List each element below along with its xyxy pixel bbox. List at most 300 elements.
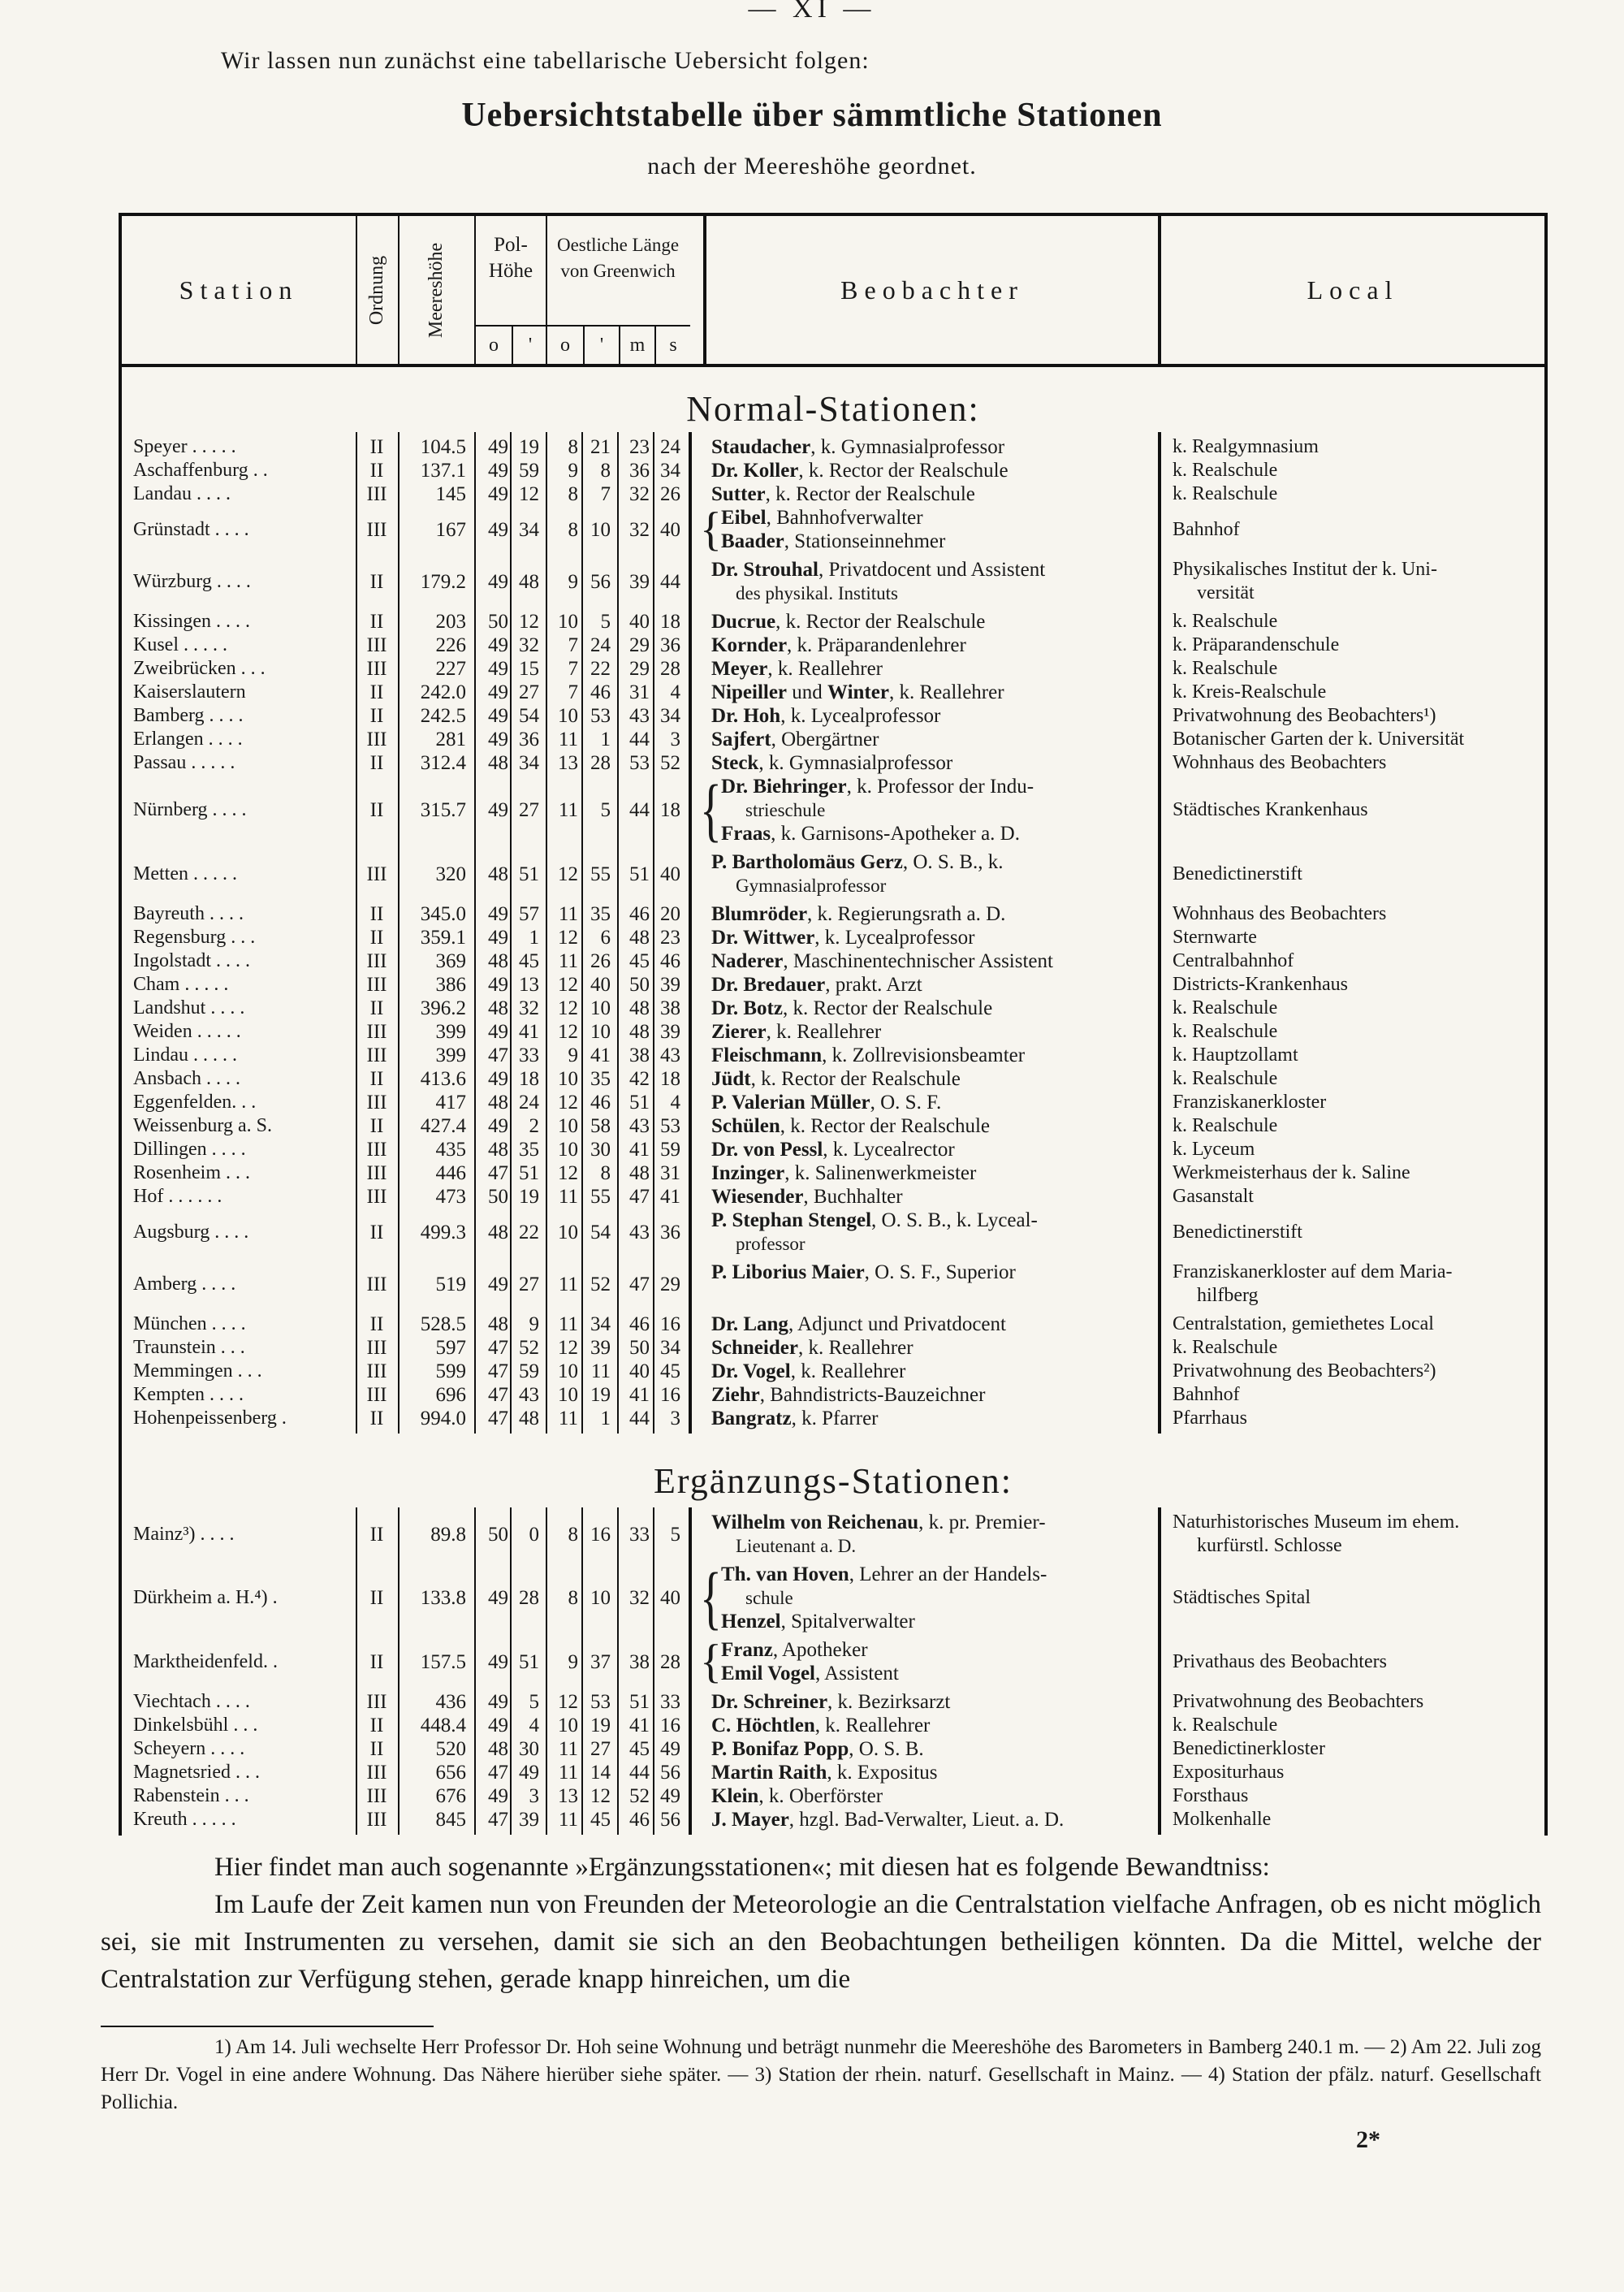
local-line: Forsthaus	[1173, 1785, 1249, 1806]
local-line: Städtisches Spital	[1173, 1587, 1311, 1608]
station-name: Weiden . . . . .	[133, 1021, 241, 1042]
local-cell	[1173, 1138, 1255, 1161]
table-row	[122, 1784, 1544, 1808]
ordnung-value: II	[369, 752, 384, 774]
local-cell	[1173, 949, 1294, 973]
beobachter-name: J. Mayer	[711, 1809, 789, 1831]
polhoehe-deg: 49	[488, 483, 508, 505]
laenge-min: 55	[590, 863, 611, 885]
section-normal-title: Normal-Stationen:	[686, 389, 980, 429]
local-line: k. Realschule	[1173, 1021, 1278, 1042]
laenge-min: 5	[600, 611, 611, 633]
laenge-min: 34	[590, 1313, 611, 1335]
beobachter-title: , k. Reallehrer	[888, 681, 1004, 703]
polhoehe-deg: 49	[488, 570, 508, 593]
polhoehe-deg: 50	[488, 1186, 508, 1208]
laenge-m: 53	[629, 752, 650, 774]
station-name: Ingolstadt . . . .	[133, 950, 250, 971]
local-line: k. Realschule	[1173, 658, 1278, 679]
laenge-m: 39	[629, 570, 650, 593]
station-name: Scheyern . . . .	[133, 1738, 245, 1759]
laenge-min: 1	[600, 1408, 611, 1429]
laenge-s: 46	[660, 950, 680, 972]
meereshoehe-value: 167	[435, 518, 466, 541]
column-rule	[581, 432, 583, 1434]
ordnung-value: III	[366, 1785, 387, 1807]
laenge-deg: 10	[558, 1139, 578, 1161]
beobachter-title: , Bahnhofverwalter	[766, 507, 923, 529]
beobachter-cell	[711, 949, 1053, 973]
beobachter-cell	[711, 657, 883, 681]
beobachter-line	[711, 902, 1005, 926]
beobachter-title: , k. Bezirksarzt	[827, 1691, 951, 1713]
beobachter-title: , O. S. B., k. Lyceal-	[871, 1209, 1038, 1231]
beobachter-title: , k. Gymnasialprofessor	[810, 436, 1005, 458]
laenge-m: 48	[629, 1021, 650, 1043]
meereshoehe-value: 845	[435, 1809, 466, 1831]
laenge-min: 45	[590, 1809, 611, 1831]
page-title: Uebersichtstabelle über sämmtliche Stationen	[461, 97, 1163, 134]
laenge-m: 36	[629, 460, 650, 482]
polhoehe-deg: 48	[488, 950, 508, 972]
laenge-min: 58	[590, 1115, 611, 1137]
ordnung-value: III	[366, 1762, 387, 1784]
station-name: Viechtach . . . .	[133, 1691, 250, 1712]
polhoehe-deg: 49	[488, 1273, 508, 1295]
station-name: Kreuth . . . . .	[133, 1809, 236, 1830]
beobachter-title: , Buchhalter	[803, 1186, 903, 1208]
laenge-min: 24	[590, 634, 611, 656]
ordnung-value: III	[366, 1384, 387, 1406]
meereshoehe-value: 528.5	[420, 1313, 466, 1335]
beobachter-cell	[721, 1563, 1047, 1633]
beobachter-title: , O. S. B., k.	[902, 851, 1004, 873]
beobachter-name: Dr. Koller	[711, 460, 799, 482]
local-line: Benedictinerstift	[1173, 1221, 1302, 1243]
beobachter-title: , Obergärtner	[771, 729, 879, 750]
beobachter-cell	[711, 1161, 976, 1185]
polhoehe-min: 51	[519, 863, 539, 885]
beobachter-cell	[711, 558, 1045, 605]
beobachter-title: , prakt. Arzt	[825, 974, 922, 996]
beobachter-line	[711, 482, 975, 506]
beobachter-name: Emil Vogel	[721, 1663, 815, 1684]
laenge-min: 37	[590, 1650, 611, 1673]
laenge-deg: 10	[558, 1068, 578, 1090]
laenge-deg: 12	[558, 927, 578, 949]
meereshoehe-value: 597	[435, 1337, 466, 1359]
polhoehe-min: 57	[519, 903, 539, 925]
meereshoehe-value: 499.3	[420, 1221, 466, 1243]
laenge-s: 3	[670, 1408, 680, 1429]
beobachter-line	[711, 973, 922, 997]
laenge-min: 40	[590, 974, 611, 996]
polhoehe-deg: 49	[488, 634, 508, 656]
station-name: Passau . . . . .	[133, 752, 235, 773]
meereshoehe-value: 599	[435, 1360, 466, 1382]
polhoehe-deg: 49	[488, 436, 508, 458]
beobachter-name: P. Bonifaz Popp	[711, 1738, 849, 1760]
laenge-min: 6	[600, 927, 611, 949]
polhoehe-min: 48	[519, 1408, 539, 1429]
local-cell	[1173, 728, 1464, 751]
ordnung-value: II	[369, 799, 384, 821]
beobachter-name: Baader	[721, 530, 784, 552]
column-rule	[356, 432, 357, 1434]
local-cell	[1173, 1784, 1248, 1808]
local-line: Molkenhalle	[1173, 1809, 1272, 1830]
station-name: Lindau . . . . .	[133, 1044, 237, 1066]
beobachter-line	[711, 435, 1004, 459]
local-cell	[1173, 1114, 1277, 1138]
meereshoehe-value: 369	[435, 950, 466, 972]
laenge-deg: 7	[568, 634, 578, 656]
local-cell	[1173, 1221, 1302, 1244]
beobachter-cell	[711, 1067, 961, 1091]
polhoehe-min: 49	[519, 1762, 539, 1784]
laenge-min: 10	[590, 518, 611, 541]
laenge-s: 49	[660, 1738, 680, 1760]
laenge-deg: 7	[568, 681, 578, 703]
local-line: k. Lyceum	[1173, 1139, 1255, 1160]
laenge-m: 40	[629, 1360, 650, 1382]
column-rule	[1158, 432, 1161, 1434]
laenge-deg: 7	[568, 658, 578, 680]
laenge-deg: 10	[558, 705, 578, 727]
beobachter-cell	[711, 1114, 990, 1138]
laenge-min: 1	[600, 729, 611, 750]
local-cell	[1173, 1586, 1311, 1610]
laenge-m: 50	[629, 1337, 650, 1359]
column-rule	[1158, 1507, 1161, 1835]
polhoehe-deg: 49	[488, 729, 508, 750]
brace-mark: {	[700, 503, 722, 556]
beobachter-name: Wiesender	[711, 1186, 804, 1208]
laenge-deg: 10	[558, 1715, 578, 1736]
ordnung-value: II	[369, 1068, 384, 1090]
polhoehe-deg: 49	[488, 1068, 508, 1090]
polhoehe-deg: 48	[488, 1221, 508, 1243]
laenge-s: 3	[670, 729, 680, 750]
column-rule	[356, 1507, 357, 1835]
beobachter-title: , Stationseinnehmer	[784, 530, 946, 552]
laenge-s: 44	[660, 570, 680, 593]
beobachter-title: , k. Lycealrector	[823, 1139, 955, 1161]
laenge-min: 41	[590, 1044, 611, 1066]
laenge-min: 35	[590, 903, 611, 925]
column-rule	[689, 432, 692, 1434]
beobachter-name: Th. van Hoven	[721, 1563, 849, 1585]
beobachter-cell	[721, 1638, 899, 1685]
laenge-min: 7	[600, 483, 611, 505]
local-line: versität	[1197, 582, 1255, 603]
beobachter-title: , k. Garnisons-Apotheker a. D.	[771, 823, 1020, 845]
beobachter-cell	[721, 775, 1034, 845]
ordnung-value: III	[366, 950, 387, 972]
laenge-deg: 12	[558, 997, 578, 1019]
paragraph-1: Hier findet man auch sogenannte »Ergänzungsstationen«; mit diesen hat es folgende Bewandtniss:	[214, 1853, 1270, 1882]
header-laenge: Oestliche Länge von Greenwich o ' m s	[546, 216, 689, 364]
local-line: Franziskanerkloster auf dem Maria-	[1173, 1261, 1453, 1282]
polhoehe-deg: 48	[488, 1092, 508, 1114]
laenge-min: 10	[590, 1587, 611, 1609]
beobachter-cell	[711, 1091, 941, 1114]
local-line: Gasanstalt	[1173, 1186, 1254, 1207]
column-rule	[653, 1507, 654, 1835]
beobachter-name: Jüdt	[711, 1068, 751, 1090]
beobachter-line	[711, 1261, 1016, 1284]
local-cell	[1173, 435, 1319, 459]
local-cell	[1173, 459, 1277, 482]
laenge-min: 21	[590, 436, 611, 458]
polhoehe-deg: 47	[488, 1337, 508, 1359]
local-line: k. Hauptzollamt	[1173, 1044, 1298, 1066]
laenge-m: 29	[629, 634, 650, 656]
laenge-m: 23	[629, 436, 650, 458]
beobachter-continuation: professor	[736, 1234, 806, 1254]
laenge-s: 40	[660, 863, 680, 885]
local-cell	[1173, 798, 1368, 822]
beobachter-cell	[711, 1312, 1006, 1336]
beobachter-title: , Spitalverwalter	[780, 1611, 915, 1633]
brace-mark: {	[700, 1635, 722, 1689]
polhoehe-min: 18	[519, 1068, 539, 1090]
laenge-m: 41	[629, 1715, 650, 1736]
polhoehe-min: 13	[519, 974, 539, 996]
station-name: Rabenstein . . .	[133, 1785, 249, 1806]
laenge-deg: 8	[568, 1523, 578, 1546]
local-cell	[1173, 1407, 1247, 1430]
station-name: Mainz³) . . . .	[133, 1523, 235, 1545]
station-name: Zweibrücken . . .	[133, 658, 266, 679]
ordnung-value: III	[366, 518, 387, 541]
meereshoehe-value: 281	[435, 729, 466, 750]
beobachter-title: , k. Reallehrer	[797, 1337, 914, 1359]
laenge-deg: 11	[558, 799, 578, 821]
beobachter-line	[711, 1020, 881, 1044]
ordnung-value: II	[369, 1650, 384, 1673]
laenge-deg: 10	[558, 1360, 578, 1382]
station-name: Regensburg . . .	[133, 927, 256, 948]
station-name: Metten . . . . .	[133, 863, 237, 884]
beobachter-cell	[711, 902, 1005, 926]
table-row	[122, 1635, 1544, 1689]
laenge-min: 46	[590, 1092, 611, 1114]
laenge-m: 43	[629, 1221, 650, 1243]
laenge-m: 50	[629, 974, 650, 996]
polhoehe-min: 9	[529, 1313, 539, 1335]
polhoehe-deg: 47	[488, 1360, 508, 1382]
polhoehe-deg: 47	[488, 1044, 508, 1066]
local-cell	[1173, 1690, 1423, 1714]
beobachter-name: Meyer	[711, 658, 768, 680]
local-cell	[1173, 1714, 1277, 1737]
laenge-s: 36	[660, 634, 680, 656]
laenge-s: 18	[660, 611, 680, 633]
local-line: Physikalisches Institut der k. Uni-	[1173, 559, 1437, 580]
beobachter-name: Inzinger	[711, 1162, 785, 1184]
meereshoehe-value: 994.0	[420, 1408, 466, 1429]
laenge-min: 28	[590, 752, 611, 774]
beobachter-cell	[711, 1737, 924, 1761]
station-name: Eggenfelden. . .	[133, 1092, 257, 1113]
beobachter-line	[721, 530, 945, 553]
laenge-deg: 13	[558, 1785, 578, 1807]
laenge-min: 8	[600, 1162, 611, 1184]
local-cell	[1173, 1312, 1434, 1336]
beobachter-cell	[711, 1261, 1016, 1284]
beobachter-title: , k. Reallehrer	[790, 1360, 906, 1382]
beobachter-name: Dr. Schreiner	[711, 1691, 828, 1713]
polhoehe-min: 15	[519, 658, 539, 680]
polhoehe-min: 43	[519, 1384, 539, 1406]
local-line: Privathaus des Beobachters	[1173, 1650, 1387, 1672]
polhoehe-min: 59	[519, 460, 539, 482]
polhoehe-deg: 49	[488, 1785, 508, 1807]
header-station: Station	[179, 275, 299, 305]
beobachter-name: Franz	[721, 1639, 773, 1661]
laenge-deg: 9	[568, 1044, 578, 1066]
laenge-s: 29	[660, 1273, 680, 1295]
beobachter-title: , k. Expositus	[827, 1762, 938, 1784]
laenge-m: 52	[629, 1785, 650, 1807]
table-row	[122, 1690, 1544, 1714]
beobachter-name: Dr. Lang	[711, 1313, 788, 1335]
beobachter-title: , O. S. F., Superior	[864, 1261, 1016, 1283]
beobachter-name: Martin Raith	[711, 1762, 827, 1784]
beobachter-name: Eibel	[721, 507, 767, 529]
station-name: Speyer . . . . .	[133, 436, 236, 457]
station-name: Dillingen . . . .	[133, 1139, 246, 1160]
polhoehe-deg: 49	[488, 903, 508, 925]
laenge-min: 12	[590, 1785, 611, 1807]
column-rule	[546, 1507, 547, 1835]
laenge-deg: 11	[558, 1313, 578, 1335]
local-cell	[1173, 482, 1277, 506]
laenge-deg: 10	[558, 1221, 578, 1243]
beobachter-name: Dr. Strouhal	[711, 559, 818, 581]
beobachter-cell	[711, 435, 1004, 459]
beobachter-continuation: Gymnasialprofessor	[736, 876, 887, 896]
meereshoehe-value: 359.1	[420, 927, 466, 949]
laenge-m: 45	[629, 1738, 650, 1760]
local-cell	[1173, 926, 1257, 949]
beobachter-line	[711, 1161, 976, 1185]
beobachter-title: , Lehrer an der Handels-	[849, 1563, 1047, 1585]
page-subtitle: nach der Meereshöhe geordnet.	[647, 153, 977, 179]
meereshoehe-value: 413.6	[420, 1068, 466, 1090]
header-polhoehe: Pol- Höhe o '	[474, 216, 546, 364]
beobachter-cell	[711, 1714, 930, 1737]
table-row	[122, 1161, 1544, 1185]
laenge-deg: 11	[558, 950, 578, 972]
laenge-s: 28	[660, 1650, 680, 1673]
laenge-deg: 12	[558, 1021, 578, 1043]
brace-mark: {	[700, 771, 722, 850]
laenge-min: 14	[590, 1762, 611, 1784]
ordnung-value: III	[366, 1021, 387, 1043]
beobachter-cell	[711, 1383, 985, 1407]
local-line: Centralbahnhof	[1173, 950, 1294, 971]
local-line: Privatwohnung des Beobachters¹)	[1173, 705, 1436, 726]
ordnung-value: II	[369, 1313, 384, 1335]
polhoehe-deg: 47	[488, 1162, 508, 1184]
station-name: Magnetsried . . .	[133, 1762, 260, 1783]
beobachter-name: P. Liborius Maier	[711, 1261, 865, 1283]
beobachter-title: , O. S. B.	[849, 1738, 924, 1760]
polhoehe-deg: 49	[488, 1650, 508, 1673]
section-ergaenzung-title: Ergänzungs-Stationen:	[654, 1461, 1013, 1501]
meereshoehe-value: 137.1	[420, 460, 466, 482]
column-rule	[653, 432, 654, 1434]
table-row	[122, 482, 1544, 506]
station-name: Nürnberg . . . .	[133, 799, 247, 820]
ordnung-value: II	[369, 1408, 384, 1429]
footnote-rule	[101, 2026, 434, 2027]
laenge-s: 36	[660, 1221, 680, 1243]
beobachter-cell	[711, 1761, 937, 1784]
laenge-s: 34	[660, 1337, 680, 1359]
laenge-s: 16	[660, 1715, 680, 1736]
local-line: k. Realschule	[1173, 460, 1278, 481]
ordnung-value: III	[366, 729, 387, 750]
polhoehe-deg: 47	[488, 1762, 508, 1784]
laenge-s: 20	[660, 903, 680, 925]
local-cell	[1173, 558, 1437, 605]
laenge-s: 26	[660, 483, 680, 505]
laenge-deg: 9	[568, 1650, 578, 1673]
ordnung-value: II	[369, 436, 384, 458]
beobachter-name: Dr. Botz	[711, 997, 783, 1019]
laenge-min: 26	[590, 950, 611, 972]
laenge-min: 52	[590, 1273, 611, 1295]
meereshoehe-value: 676	[435, 1785, 466, 1807]
beobachter-cell	[711, 751, 952, 775]
polhoehe-deg: 48	[488, 1313, 508, 1335]
beobachter-title: , k. Rector der Realschule	[780, 1115, 991, 1137]
table-row	[122, 1360, 1544, 1383]
polhoehe-min: 27	[519, 681, 539, 703]
ordnung-value: II	[369, 903, 384, 925]
ordnung-value: III	[366, 1139, 387, 1161]
polhoehe-min: 27	[519, 799, 539, 821]
laenge-min: 55	[590, 1186, 611, 1208]
polhoehe-min: 12	[519, 611, 539, 633]
polhoehe-deg: 49	[488, 799, 508, 821]
local-cell	[1173, 681, 1326, 704]
beobachter-name: Schülen	[711, 1115, 780, 1137]
beobachter-name: Sajfert	[711, 729, 771, 750]
beobachter-line	[711, 1407, 879, 1430]
beobachter-name: Schneider	[711, 1337, 798, 1359]
local-line: k. Realgymnasium	[1173, 436, 1319, 457]
column-rule	[398, 432, 400, 1434]
table-row	[122, 1185, 1544, 1209]
polhoehe-min: 19	[519, 1186, 539, 1208]
beobachter-line	[711, 1114, 990, 1138]
laenge-s: 39	[660, 1021, 680, 1043]
laenge-deg: 8	[568, 518, 578, 541]
beobachter-line	[711, 1761, 937, 1784]
station-name: Dürkheim a. H.⁴) .	[133, 1587, 278, 1608]
laenge-deg: 11	[558, 903, 578, 925]
meereshoehe-value: 446	[435, 1162, 466, 1184]
beobachter-line	[721, 506, 945, 530]
polhoehe-deg: 47	[488, 1809, 508, 1831]
beobachter-line	[711, 1383, 985, 1407]
table-row	[122, 973, 1544, 997]
local-cell	[1173, 1761, 1284, 1784]
